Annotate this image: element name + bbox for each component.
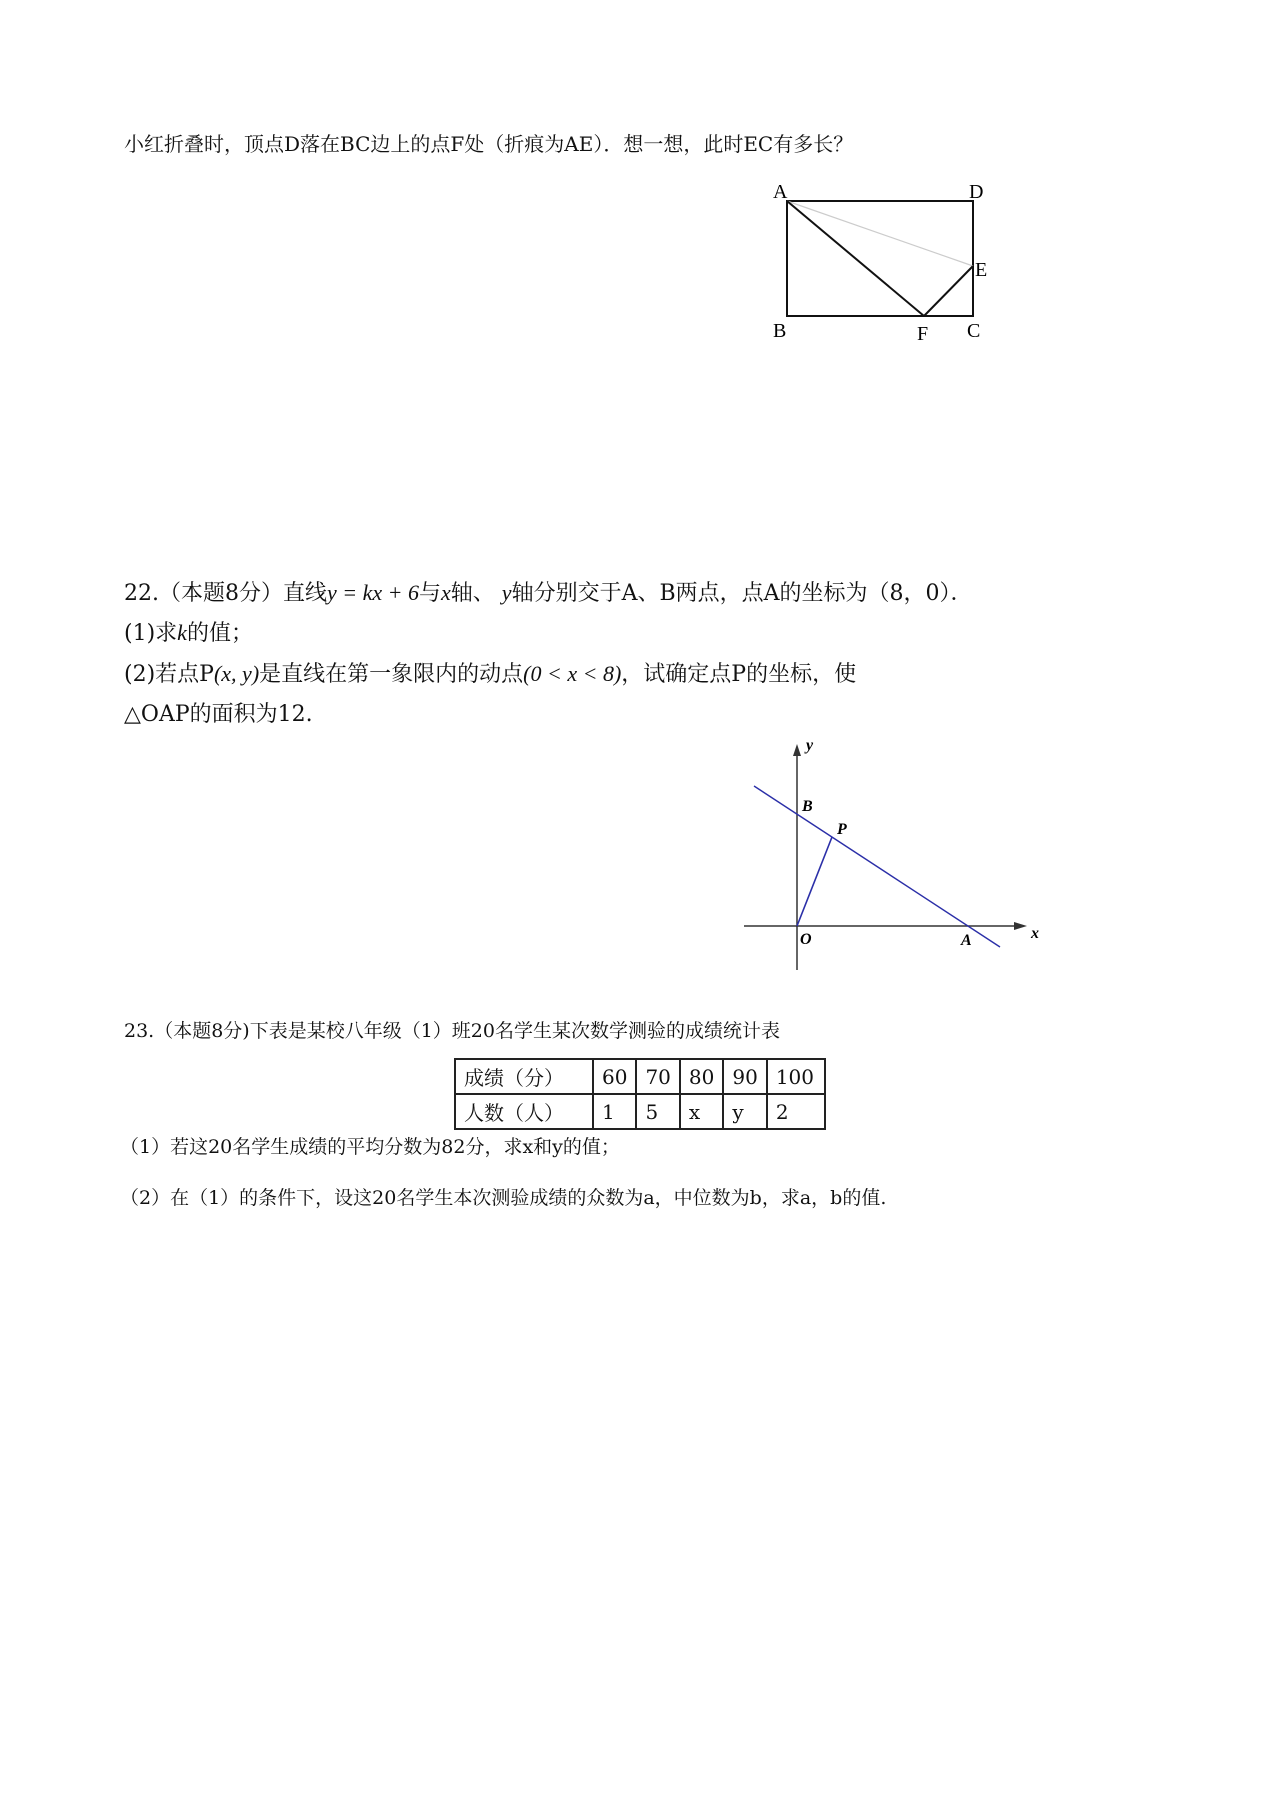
- table-cell: 60: [593, 1059, 636, 1094]
- q22-mid: 与: [419, 581, 442, 606]
- rectangle-abcd: [787, 201, 973, 316]
- q22-prefix: 22.（本题8分）直线: [124, 581, 327, 606]
- table-cell: 80: [680, 1059, 723, 1094]
- graph-label-y: y: [806, 737, 814, 754]
- table-cell: 90: [723, 1059, 766, 1094]
- graph-label-o: O: [800, 931, 812, 948]
- table-cell: y: [723, 1094, 766, 1129]
- question-23-part1: （1）若这20名学生成绩的平均分数为82分，求x和y的值；: [120, 1136, 620, 1158]
- label-e: E: [975, 259, 988, 281]
- segment-fe: [924, 266, 973, 316]
- label-c: C: [967, 320, 981, 342]
- graph-label-p: P: [837, 821, 847, 838]
- fold-line-ae: [787, 201, 973, 266]
- q22-point: (x, y): [213, 661, 260, 686]
- table-row: [455, 1059, 825, 1094]
- graph-label-a: A: [961, 932, 972, 949]
- table-cell: 2: [767, 1094, 825, 1129]
- question-21-text: 小红折叠时，顶点D落在BC边上的点F处（折痕为AE）．想一想，此时EC有多长？: [124, 132, 854, 156]
- y-axis-arrow-icon: [793, 744, 801, 756]
- q22-part1-suffix: 的值；: [186, 621, 253, 646]
- segment-op: [797, 837, 832, 926]
- question-22-line1: [124, 582, 973, 605]
- table-cell: 70: [636, 1059, 679, 1094]
- segment-af: [787, 201, 924, 316]
- label-d: D: [969, 181, 984, 203]
- q22-y-var: y: [501, 580, 512, 605]
- label-a: A: [773, 181, 788, 203]
- question-22-part2: [124, 663, 856, 686]
- q22-k-var: k: [177, 620, 187, 645]
- line-ab: [754, 786, 1000, 947]
- table-cell: x: [680, 1094, 723, 1129]
- x-axis-arrow-icon: [1014, 922, 1027, 930]
- question-22-part2-line2: △OAP的面积为12.: [124, 702, 313, 727]
- question-23-intro: 23.（本题8分)下表是某校八年级（1）班20名学生某次数学测验的成绩统计表: [124, 1020, 780, 1042]
- q22-mid2: 轴、: [450, 581, 495, 606]
- score-table: [454, 1058, 826, 1130]
- graph-label-x: x: [1031, 925, 1039, 942]
- q22-part2-mid: 是直线在第一象限内的动点: [259, 662, 524, 687]
- table-cell: 100: [767, 1059, 825, 1094]
- q22-part1-prefix: (1)求: [124, 621, 178, 646]
- table-row: [455, 1094, 825, 1129]
- q22-suffix: 轴分别交于A、B两点，点A的坐标为（8，0）．: [511, 581, 973, 606]
- question-22-part1: [124, 622, 253, 645]
- graph-label-b: B: [802, 798, 813, 815]
- label-f: F: [917, 323, 929, 345]
- q22-part2-suffix: ，试确定点P的坐标，使: [621, 662, 857, 687]
- q22-part2-prefix: (2)若点P: [124, 662, 214, 687]
- question-23-part2: （2）在（1）的条件下，设这20名学生本次测验成绩的众数为a，中位数为b，求a，b的值.: [120, 1187, 887, 1209]
- table-cell: 人数（人）: [455, 1094, 593, 1129]
- label-b: B: [773, 320, 787, 342]
- table-cell: 5: [636, 1094, 679, 1129]
- q22-range: (0 < x < 8): [523, 661, 622, 686]
- q22-equation: y = kx + 6: [327, 580, 419, 605]
- q22-x-var: x: [441, 580, 451, 605]
- table-cell: 成绩（分）: [455, 1059, 593, 1094]
- table-cell: 1: [593, 1094, 636, 1129]
